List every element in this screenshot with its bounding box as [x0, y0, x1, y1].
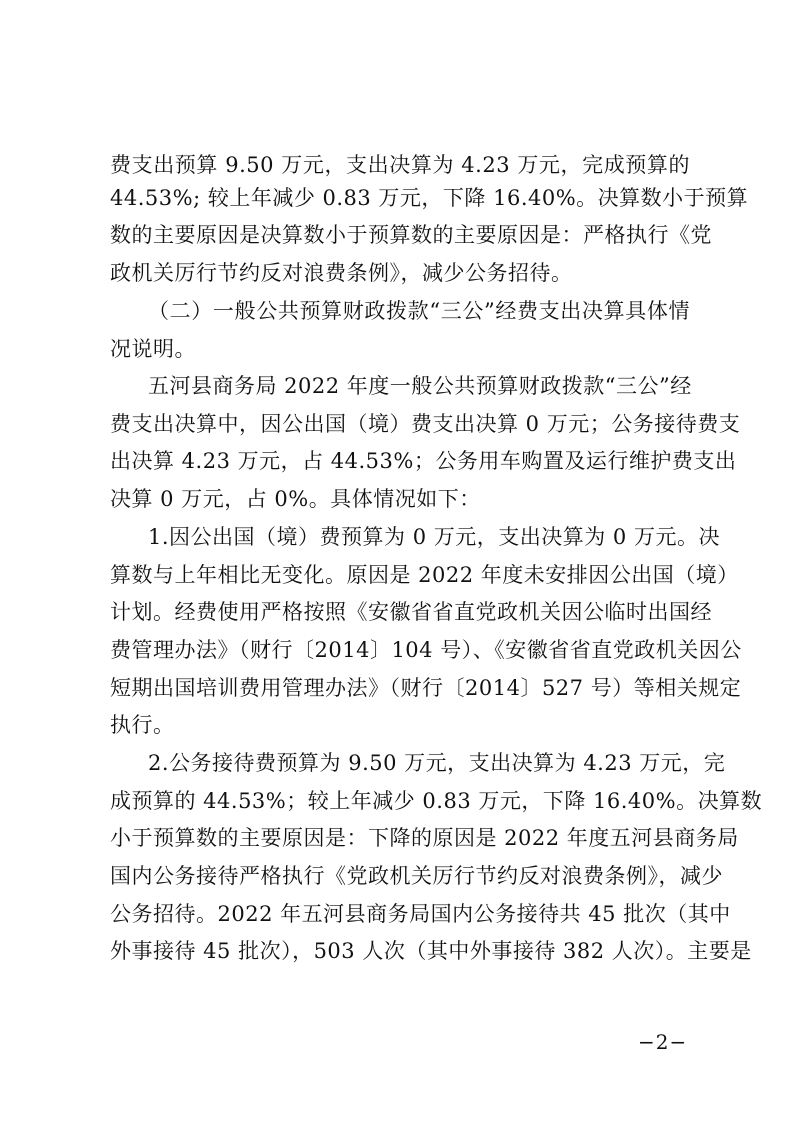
body-text-line: 政机关厉行节约反对浪费条例》，减少公务招待。 — [110, 261, 573, 285]
body-text-line: 成预算的 44.53%；较上年减少 0.83 万元，下降 16.40%。决算数 — [110, 789, 763, 813]
body-text-line: 出决算 4.23 万元，占 44.53%；公务用车购置及运行维护费支出 — [110, 449, 737, 473]
section-heading-line: （二）一般公共预算财政拨款“三公”经费支出决算具体情 — [148, 299, 690, 323]
body-text-line: 公务招待。2022 年五河县商务局国内公务接待共 45 批次（其中 — [110, 902, 731, 926]
body-text-line: 费管理办法》（财行〔2014〕104 号）、《安徽省省直党政机关因公 — [110, 638, 742, 662]
body-text-line: 44.53%; 较上年减少 0.83 万元，下降 16.40%。决算数小于预算 — [110, 186, 749, 210]
body-text-line: 五河县商务局 2022 年度一般公共预算财政拨款“三公”经 — [148, 374, 692, 398]
body-text-line: 费支出预算 9.50 万元，支出决算为 4.23 万元，完成预算的 — [110, 153, 690, 177]
body-text-line: 计划。经费使用严格按照《安徽省省直党政机关因公临时出国经 — [110, 600, 712, 624]
body-text-line: 算数与上年相比无变化。原因是 2022 年度未安排因公出国（境） — [110, 563, 739, 587]
body-text-line: 小于预算数的主要原因是：下降的原因是 2022 年度五河县商务局 — [110, 826, 739, 850]
body-text-line: 数的主要原因是决算数小于预算数的主要原因是：严格执行《党 — [110, 223, 712, 247]
body-text-line: 执行。 — [110, 713, 175, 737]
body-text-line: 费支出决算中，因公出国（境）费支出决算 0 万元；公务接待费支 — [110, 412, 741, 436]
section-heading-line: 况说明。 — [110, 337, 196, 361]
body-text-line: 国内公务接待严格执行《党政机关厉行节约反对浪费条例》，减少 — [110, 864, 723, 888]
body-text-line: 外事接待 45 批次），503 人次（其中外事接待 382 人次）。主要是 — [110, 939, 752, 963]
body-text-line: 决算 0 万元，占 0%。具体情况如下： — [110, 487, 481, 511]
body-text-line: 1.因公出国（境）费预算为 0 万元，支出决算为 0 万元。决 — [148, 525, 720, 549]
body-text-line: 2.公务接待费预算为 9.50 万元，支出决算为 4.23 万元，完 — [148, 751, 726, 775]
page-number: −2− — [638, 1030, 688, 1054]
body-text-line: 短期出国培训费用管理办法》（财行〔2014〕527 号）等相关规定 — [110, 676, 742, 700]
